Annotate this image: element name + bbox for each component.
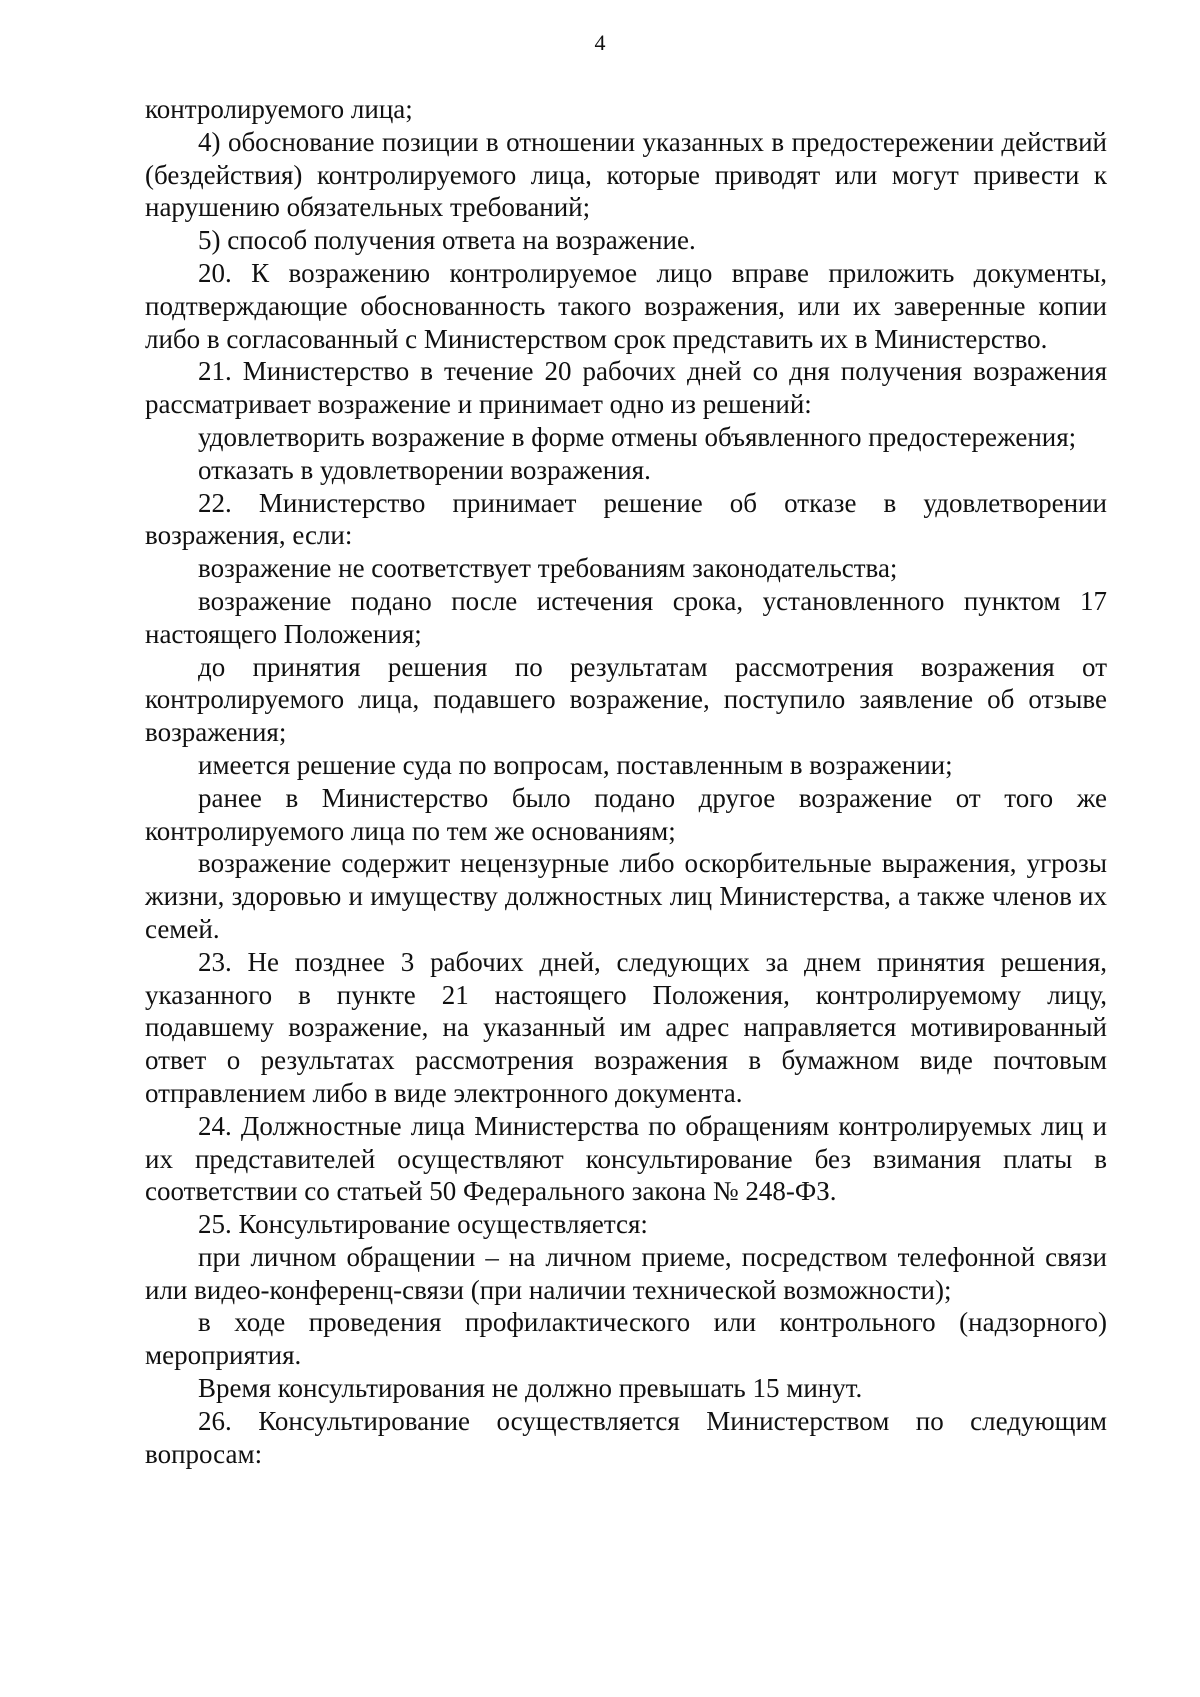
paragraph-decision-refuse: отказать в удовлетворении возражения. <box>198 454 651 485</box>
paragraph-item-4: 4) обоснование позиции в отношении указанных в предостережении действий (бездействия) контролируемого лица, которые приводят или могут привести к нарушению обязательных требований; <box>145 126 1107 223</box>
paragraph-consult-personal: при личном обращении – на личном приеме, посредством телефонной связи или видео-конференц-связи (при наличии технической возможности); <box>145 1241 1107 1305</box>
page-number: 4 <box>594 30 606 55</box>
paragraph-clause-23: 23. Не позднее 3 рабочих дней, следующих за днем принятия решения, указанного в пункте 21 настоящего Положения, контролируемому лицу, подавшему возражение, на указанный им адрес направляется мотивированный ответ о результатах рассмотрения возражения в бумажном виде почтовым отправлением либо в виде электронного документа. <box>145 946 1107 1108</box>
paragraph-continuation: контролируемого лица; <box>145 94 413 124</box>
paragraph-clause-24: 24. Должностные лица Министерства по обращениям контролируемых лиц и их представителей осуществляют консультирование без взимания платы в соответствии со статьей 50 Федерального закона № 248-ФЗ. <box>145 1110 1107 1207</box>
paragraph-clause-26: 26. Консультирование осуществляется Министерством по следующим вопросам: <box>145 1405 1107 1469</box>
paragraph-ground-5: ранее в Министерство было подано другое возражение от того же контролируемого лица по тем же основаниям; <box>145 782 1107 846</box>
paragraph-clause-22: 22. Министерство принимает решение об отказе в удовлетворении возражения, если: <box>145 487 1107 551</box>
paragraph-decision-satisfy: удовлетворить возражение в форме отмены объявленного предостережения; <box>198 421 1077 452</box>
paragraph-ground-2: возражение подано после истечения срока, установленного пунктом 17 настоящего Положения; <box>145 585 1107 649</box>
paragraph-consult-time: Время консультирования не должно превышать 15 минут. <box>198 1373 863 1404</box>
document-body <box>145 93 1107 1470</box>
paragraph-consult-event: в ходе проведения профилактического или контрольного (надзорного) мероприятия. <box>145 1307 1107 1371</box>
paragraph-item-5: 5) способ получения ответа на возражение. <box>198 225 696 256</box>
paragraph-clause-25: 25. Консультирование осуществляется: <box>198 1209 648 1240</box>
paragraph-clause-20: 20. К возражению контролируемое лицо вправе приложить документы, подтверждающие обоснованность такого возражения, или их заверенные копии либо в согласованный с Министерством срок представить их в Министерство. <box>145 257 1107 354</box>
paragraph-ground-6: возражение содержит нецензурные либо оскорбительные выражения, угрозы жизни, здоровью и имуществу должностных лиц Министерства, а также членов их семей. <box>145 848 1107 944</box>
paragraph-ground-1: возражение не соответствует требованиям законодательства; <box>198 553 898 584</box>
paragraph-ground-4: имеется решение суда по вопросам, поставленным в возражении; <box>198 749 953 780</box>
paragraph-ground-3: до принятия решения по результатам рассмотрения возражения от контролируемого лица, подавшего возражение, поступило заявление об отзыве возражения; <box>145 651 1107 748</box>
paragraph-clause-21: 21. Министерство в течение 20 рабочих дней со дня получения возражения рассматривает возражение и принимает одно из решений: <box>145 356 1107 420</box>
